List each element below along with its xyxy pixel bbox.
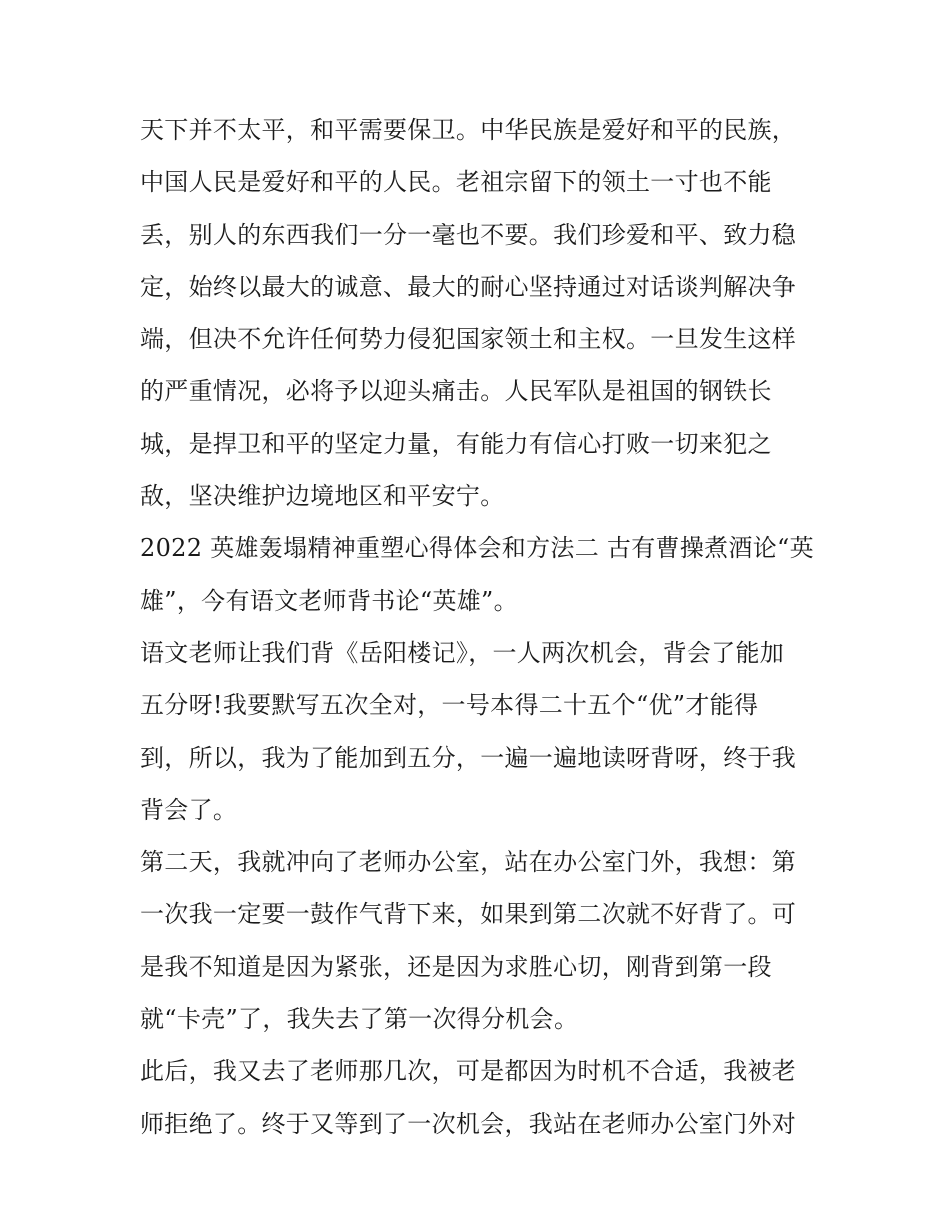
text-line: 第二天，我就冲向了老师办公室，站在办公室门外，我想：第 bbox=[140, 848, 797, 877]
text-line: 是我不知道是因为紧张，还是因为求胜心切，刚背到第一段 bbox=[140, 952, 772, 981]
paragraph-recitation bbox=[140, 627, 812, 836]
text-line: 定，始终以最大的诚意、最大的耐心坚持通过对话谈判解决争 bbox=[140, 272, 797, 301]
text-line: 城，是捍卫和平的坚定力量，有能力有信心打败一切来犯之 bbox=[140, 429, 772, 458]
document-body bbox=[140, 104, 812, 1150]
text-line: 师拒绝了。终于又等到了一次机会，我站在老师办公室门外对 bbox=[140, 1109, 797, 1138]
text-line: 丢，别人的东西我们一分一毫也不要。我们珍爱和平、致力稳 bbox=[140, 220, 797, 249]
text-line: 到，所以，我为了能加到五分，一遍一遍地读呀背呀，终于我 bbox=[140, 743, 797, 772]
text-line: 背会了。 bbox=[140, 795, 238, 824]
text-line: 2022 英雄轰塌精神重塑心得体会和方法二 古有曹操煮酒论“英 bbox=[140, 534, 814, 563]
text-line: 中国人民是爱好和平的人民。老祖宗留下的领土一寸也不能 bbox=[140, 168, 772, 197]
text-line: 的严重情况，必将予以迎头痛击。人民军队是祖国的钢铁长 bbox=[140, 377, 772, 406]
paragraph-peace bbox=[140, 104, 812, 522]
text-line: 天下并不太平，和平需要保卫。中华民族是爱好和平的民族， bbox=[140, 116, 797, 144]
text-line: 一次我一定要一鼓作气背下来，如果到第二次就不好背了。可 bbox=[140, 900, 797, 929]
text-line: 敌，坚决维护边境地区和平安宁。 bbox=[140, 482, 505, 511]
text-line: 雄”，今有语文老师背书论“英雄”。 bbox=[140, 586, 518, 615]
text-line: 端，但决不允许任何势力侵犯国家领土和主权。一旦发生这样 bbox=[140, 325, 797, 354]
text-line: 语文老师让我们背《岳阳楼记》，一人两次机会，背会了能加 bbox=[140, 638, 785, 667]
text-line: 此后，我又去了老师那几次，可是都因为时机不合适，我被老 bbox=[140, 1057, 797, 1086]
paragraph-section-heading bbox=[140, 522, 812, 627]
paragraph-second-day bbox=[140, 836, 812, 1045]
text-line: 五分呀!我要默写五次全对，一号本得二十五个“优”才能得 bbox=[140, 691, 759, 720]
text-line: 就“卡壳”了，我失去了第一次得分机会。 bbox=[140, 1005, 579, 1034]
paragraph-afterwards bbox=[140, 1045, 812, 1150]
